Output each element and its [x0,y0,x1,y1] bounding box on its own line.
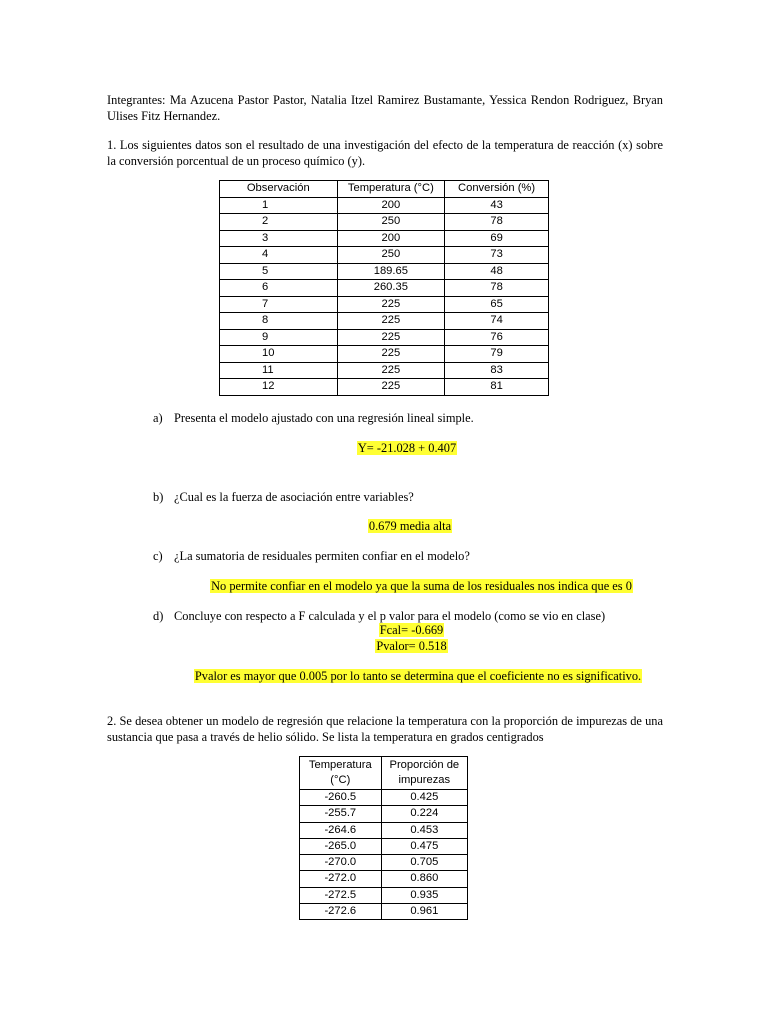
table-cell: 250 [337,247,445,264]
table-cell: 225 [337,362,445,379]
table-cell: 189.65 [337,263,445,280]
table-cell: 4 [220,247,338,264]
table-cell: 83 [445,362,549,379]
table-cell: -270.0 [300,855,382,871]
table-row [220,214,549,231]
column-header: Conversión (%) [445,181,549,198]
answer-b: 0.679 media alta [368,519,452,533]
table-cell: 0.961 [381,904,467,920]
question-a-letter: a) [153,411,163,425]
table-row [220,329,549,346]
answer-c: No permite confiar en el modelo ya que la suma de los residuales nos indica que es 0 [211,579,632,593]
table-cell: -272.6 [300,904,382,920]
table-cell: 65 [445,296,549,313]
table-row [300,855,468,871]
table-row [220,296,549,313]
table-row [220,247,549,264]
table-cell: 0.475 [381,838,467,854]
question-b-text: ¿Cual es la fuerza de asociación entre variables? [174,490,414,504]
table-cell: 225 [337,346,445,363]
table-row [220,197,549,214]
table-cell: 7 [220,296,338,313]
team-members: Integrantes: Ma Azucena Pastor Pastor, Natalia Itzel Ramirez Bustamante, Yessica Rendon Rodriguez, Bryan Ulises Fitz Hernandez. [107,93,663,123]
question-d-text: Concluye con respecto a F calculada y el p valor para el modelo (como se vio en clase) [174,609,606,623]
table-row [220,263,549,280]
answer-a-wrap [0,440,768,456]
question-b-letter: b) [153,490,164,504]
table-cell: 76 [445,329,549,346]
table-header-row [300,757,468,790]
table-row [300,790,468,806]
table-cell: 69 [445,230,549,247]
table-cell: 73 [445,247,549,264]
table-cell: 78 [445,214,549,231]
pvalor-wrap [0,638,768,654]
table-row [220,362,549,379]
table-cell: 200 [337,197,445,214]
table-cell: 1 [220,197,338,214]
table-row [300,871,468,887]
table-cell: 74 [445,313,549,330]
answer-d: Pvalor es mayor que 0.005 por lo tanto se determina que el coeficiente no es significativo. [194,669,642,683]
table-cell: 0.224 [381,806,467,822]
table-cell: 0.453 [381,822,467,838]
table-cell: 225 [337,329,445,346]
table-row [220,230,549,247]
answer-d-wrap [0,668,768,684]
table-cell: 6 [220,280,338,297]
table-cell: 250 [337,214,445,231]
table-cell: 48 [445,263,549,280]
table-cell: 79 [445,346,549,363]
question-a-text: Presenta el modelo ajustado con una regresión lineal simple. [174,411,474,425]
answer-a: Y= -21.028 + 0.407 [357,441,457,455]
table-cell: 12 [220,379,338,396]
table-row [300,806,468,822]
table-cell: 5 [220,263,338,280]
table-row [220,313,549,330]
table-row [220,379,549,396]
column-header: Observación [220,181,338,198]
table-row [300,838,468,854]
column-header: Temperatura (°C) [337,181,445,198]
problem-1-statement: 1. Los siguientes datos son el resultado de una investigación del efecto de la temperatura de reacción (x) sobre la conversión porcentual de un proceso químico (y). [107,138,663,168]
answer-b-wrap [0,518,768,534]
table-cell: -255.7 [300,806,382,822]
table-cell: 0.860 [381,871,467,887]
table-cell: -265.0 [300,838,382,854]
table-cell: -272.5 [300,887,382,903]
table-row [220,346,549,363]
question-c-text: ¿La sumatoria de residuales permiten confiar en el modelo? [174,549,470,563]
table-cell: 0.935 [381,887,467,903]
table-cell: 9 [220,329,338,346]
problem-1-table [219,180,549,396]
table-cell: 11 [220,362,338,379]
fcal-wrap [0,622,768,638]
answer-c-wrap [0,578,768,594]
column-header: Proporción de impurezas [381,757,467,790]
table-header-row [220,181,549,198]
table-row [220,280,549,297]
table-cell: 3 [220,230,338,247]
question-c-letter: c) [153,549,163,563]
table-cell: 2 [220,214,338,231]
table-row [300,904,468,920]
question-d-letter: d) [153,609,164,623]
table-cell: -260.5 [300,790,382,806]
table-cell: 260.35 [337,280,445,297]
table-cell: 43 [445,197,549,214]
table-row [300,822,468,838]
table-cell: 81 [445,379,549,396]
table-cell: 200 [337,230,445,247]
table-cell: 0.425 [381,790,467,806]
table-cell: -264.6 [300,822,382,838]
pvalor-value: Pvalor= 0.518 [376,639,447,653]
table-cell: 0.705 [381,855,467,871]
table-cell: 225 [337,313,445,330]
table-cell: 225 [337,379,445,396]
fcal-value: Fcal= -0.669 [379,623,444,637]
table-cell: 225 [337,296,445,313]
problem-2-table [299,756,468,920]
table-cell: 10 [220,346,338,363]
column-header: Temperatura (°C) [300,757,382,790]
table-cell: 8 [220,313,338,330]
table-row [300,887,468,903]
table-cell: 78 [445,280,549,297]
table-cell: -272.0 [300,871,382,887]
problem-2-statement: 2. Se desea obtener un modelo de regresión que relacione la temperatura con la proporción de impurezas de una sustancia que pasa a través de helio sólido. Se lista la temperatura en grados centigrados [107,714,663,744]
